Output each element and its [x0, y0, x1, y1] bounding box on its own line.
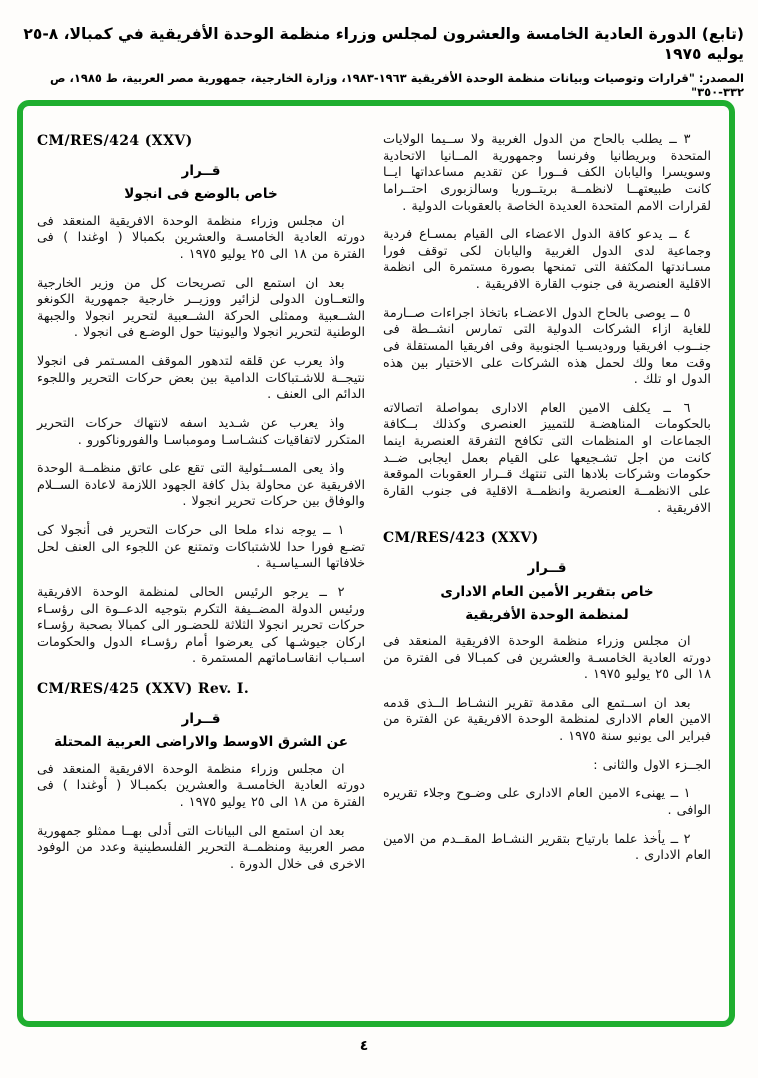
paragraph: واذ يعرب عن شـديد اسفه لانتهاك حركات التحرير المتكرر لاتفاقيات كنشـاسـا ومومباسـا والفوروناكورو .	[37, 415, 365, 448]
paragraph: ان مجلس وزراء منظمة الوحدة الافريقية المنعقد فى دورته العادية الخامسـة والعشرين بكمبـالا ( أوغندا ) فى الفترة من ١٨ الى ٢٥ يوليو ١٩٧٥ .	[37, 761, 365, 810]
paragraph: ٢ ــ يأخذ علما بارتياح بتقرير النشـاط المقــدم من الامين العام الادارى .	[383, 831, 711, 864]
paragraph: بعد ان استمع الى البيانات التى أدلى بهــا ممثلو جمهورية مصر العربية ومنظمــة التحرير الفلسطينية وعدد من الوفود الاخرى فى خلال الدورة .	[37, 823, 365, 872]
heading-line: قــرار	[181, 711, 221, 728]
doc-ref: CM/RES/424 (XXV)	[37, 133, 193, 149]
heading-line: لمنظمة الوحدة الأفريقية	[465, 606, 629, 623]
heading-line: قــرار	[527, 560, 567, 577]
header-source-line: المصدر: "قرارات وتوصيات وبيانات منظمة الوحدة الأفريقية ١٩٦٣-١٩٨٣، وزارة الخارجية، جمهورية مصر العربية، ط ١٩٨٥، ص ٣٣٢-٣٥٠"	[49, 71, 744, 100]
doc-ref: CM/RES/425 (XXV) Rev. I.	[37, 681, 250, 697]
paragraph: واذ يعى المســئولية التى تقع على عاتق منظمــة الوحدة الافريقية عن محاولة بذل كافة الجهود اللازمة لاعادة الســلام والوفاق بين حركات تحرير انجولا .	[37, 461, 365, 510]
page-header	[12, 24, 744, 99]
heading-line: عن الشرق الاوسط والاراضى العربية المحتلة	[54, 734, 348, 751]
paragraph: بعد ان اســتمع الى مقدمة تقرير النشـاط الــذى قدمه الامين العام الادارى لمنظمة الوحدة الافريقية عن الفترة من فبراير الى يونيو سنة ١٩٧٥ .	[383, 695, 711, 745]
paragraph: ٢ ــ يرجو الرئيس الحالى لمنظمة الوحدة الافريقية ورئيس الدولة المضــيفة التكرم بتوجيه الدعــوة الى رؤسـاء حركات تحرير انجولا الثلاثة للحضـور الى كمبالا بصحبة رؤسـاء اركان جيوشـها كى يعرضوا أمام رؤسـاء الدول والحكومات اسـباب انقاسـاماتهم المستمرة .	[37, 584, 365, 667]
paragraph: ٦ ــ يكلف الامين العام الادارى بمواصلة اتصالاته بالحكومات المناهضـة للتمييز العنصرى وكذلك بــكافة الجماعات او المنظمات التى تكافح التفرقة العنصرية اينما كانت من اجل تشـجيعها على القيام بعمل ايجابى ضــد حكومات وشركات بلادها التى تنتهك قــرار العقوبات الموقعة على الانظمــة العنصرية وانظمــة الاقلية فى جنوب القارة الافريقية .	[383, 400, 711, 516]
resolution-heading	[37, 162, 365, 203]
paragraph: ٥ ــ يوصى بالحاح الدول الاعضـاء باتخاذ اجراءات صــارمة للغاية ازاء الشركات الدولية التى تمارس انشــطة فى جنــوب افريقيا وروديسـيا الجنوبية وفى افريقيا المستقلة فى وقت معا ولك لحمل هذه الشركات على الاختيار بين هذه الدول او تلك .	[383, 305, 711, 388]
paragraph: ان مجلس وزراء منظمة الوحدة الافريقية المنعقد فى دورته العادية الخامسـة والعشرين بكمبالا ( اوغندا ) فى الفترة من ١٨ الى ٢٥ يوليو ١٩٧٥ .	[37, 213, 365, 262]
heading-line: خاص بتقرير الأمين العام الادارى	[440, 583, 654, 600]
page-number: ٤	[359, 1038, 369, 1054]
paragraph: ان مجلس وزراء منظمة الوحدة الافريقية المنعقد فى دورته العادية الخامسـة والعشرين فى كمبـالا فى الفترة من ١٨ الى ٢٥ يوليو ١٩٧٥ .	[383, 633, 711, 683]
resolution-heading	[37, 710, 365, 751]
paragraph: ٤ ــ يدعو كافة الدول الاعضاء الى القيام بمسـاع فردية وجماعية لدى الدول الغربية واليابان لكى توقف فورا مسـاندتها المكثفة التى تمنحها بصورة مستمرة الى انظمة الاقلية العنصرية فى جنوب القارة الافريقية .	[383, 227, 711, 292]
green-border-frame	[17, 100, 735, 1027]
paragraph: ١ ــ يهنىء الامين العام الادارى على وضـوح وجلاء تقريره الوافى .	[383, 786, 711, 818]
heading-line: خاص بالوضع فى انجولا	[124, 186, 278, 203]
resolution-heading	[383, 559, 711, 624]
two-column-layout	[37, 132, 711, 1007]
column-left	[37, 132, 365, 1007]
heading-line: قــرار	[181, 163, 221, 180]
paragraph: ١ ــ يوجه نداء ملحا الى حركات التحرير فى أنجولا كى تضـع فورا حدا للاشتباكات وتمتنع عن اللجوء الى العنف لحل خلافاتها السـياسـية .	[37, 523, 365, 572]
paragraph: ٣ ــ يطلب بالحاح من الدول الغربية ولا ســيما الولايات المتحدة وبريطانيا وفرنسا وجمهورية المــانيا الاتحادية وسويسرا واليابان الكف فــورا عن تقديم مساعداتها ايــا كانت طبيعتهــا لانظمــة بريتــوريا وسالزبورى احتــراما لقرارات الامم المتحدة العديدة الخاصة بالعقوبات الدولية .	[383, 132, 711, 214]
paragraph: الجــزء الاول والثانى :	[593, 757, 711, 773]
doc-ref: CM/RES/423 (XXV)	[383, 530, 539, 547]
paragraph: واذ يعرب عن قلقه لتدهور الموقف المسـتمر فى انجولا نتيجــة للاشـتباكات الدامية بين بعض حركات التحرير واللجوء الدائم الى العنف .	[37, 354, 365, 403]
paragraph: بعد ان استمع الى تصريحات كل من وزير الخارجية والتعــاون الدولى لزائير ووزيــر خارجية جمهورية الكونغو الشــعبية وممثلى الحركة الشــعبية لتحرير انجولا والجبهة الوطنية لتحرير انجولا واليونيتا حول الوضـع فى انجولا .	[37, 275, 365, 341]
header-title: (تابع) الدورة العادية الخامسة والعشرون لمجلس وزراء منظمة الوحدة الأفريقية في كمبالا، ٨-٢٥ يوليه ١٩٧٥	[23, 25, 744, 64]
column-right	[383, 132, 711, 1007]
